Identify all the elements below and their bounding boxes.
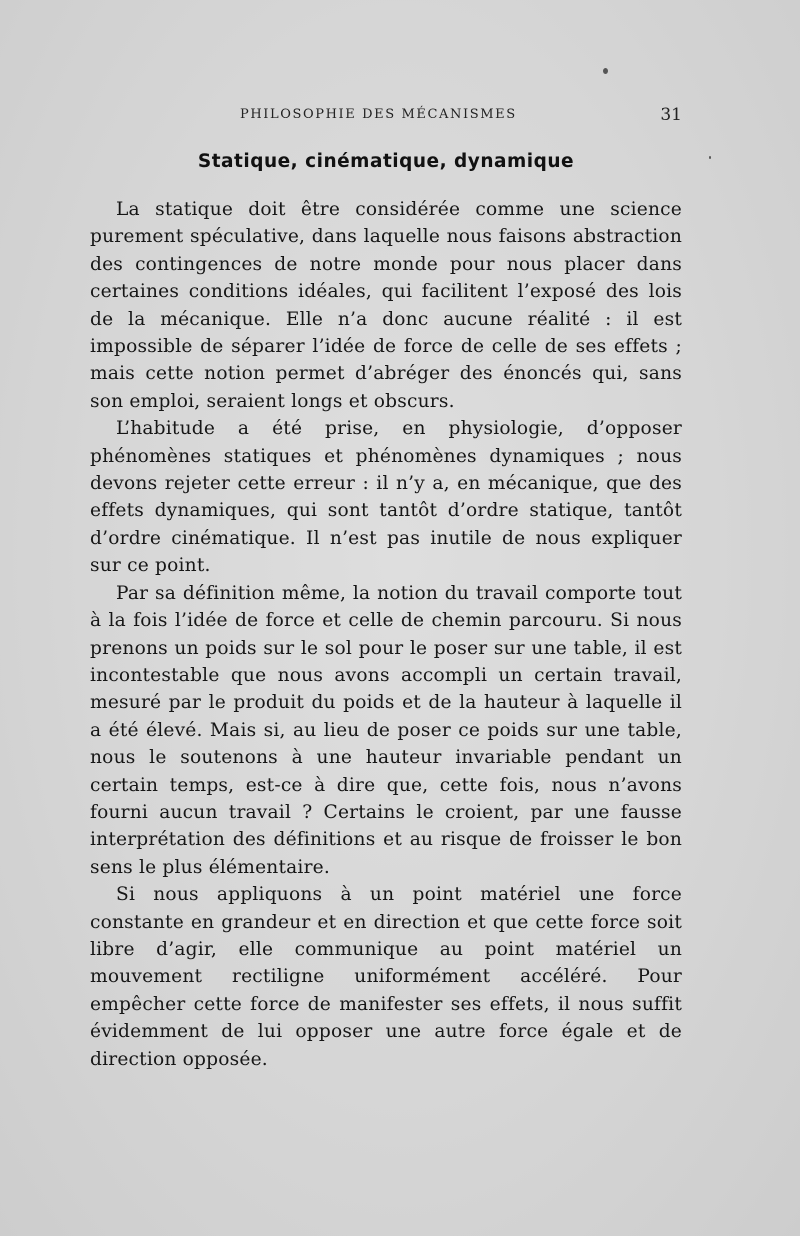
paragraph: Par sa définition même, la notion du travail comporte tout à la fois l’idée de force et celle de chemin parcouru. Si nous prenons un poids sur le sol pour le poser sur une table, il est incontestable que nous avons accompli un certain travail, mesuré par le produit du poids et de la hauteur à laquelle il a été élevé. Mais si, au lieu de poser ce poids sur une table, nous le soutenons à une hauteur invariable pendant un certain temps, est-ce à dire que, cette fois, nous n’avons fourni aucun travail ? Certains le croient, par une fausse interprétation des définitions et au risque de froisser le bon sens le plus élémentaire.: [90, 582, 682, 878]
paragraph: L’habitude a été prise, en physiologie, d’opposer phénomènes statiques et phénomènes dynamiques ; nous devons rejeter cette erreur : il n’y a, en mécanique, que des effets dynamiques, qui sont tantôt d’ordre statique, tantôt d’ordre cinématique. Il n’est pas inutile de nous expliquer sur ce point.: [90, 418, 682, 577]
body-text: [90, 196, 682, 1073]
paragraph: La statique doit être considérée comme une science purement spéculative, dans laquelle nous faisons abstraction des contingences de notre monde pour nous placer dans certaines conditions idéales, qui facilitent l’exposé des lois de la mécanique. Elle n’a donc aucune réalité : il est impossible de séparer l’idée de force de celle de ses effets ; mais cette notion permet d’abréger des énoncés qui, sans son emploi, seraient longs et obscurs.: [90, 199, 682, 412]
paragraph: Si nous appliquons à un point matériel une force constante en grandeur et en direction et que cette force soit libre d’agir, elle communique au point matériel un mouvement rectiligne uniformément accéléré. Pour empêcher cette force de manifester ses effets, il nous suffit évidemment de lui opposer une autre force égale et de direction opposée.: [90, 884, 682, 1070]
ink-speck: [709, 156, 711, 159]
page-header: [90, 107, 682, 127]
section-title: Statique, cinématique, dynamique: [197, 151, 575, 172]
running-title: PHILOSOPHIE DES MÉCANISMES: [240, 107, 517, 122]
ink-speck: [603, 68, 608, 74]
page-number: 31: [660, 105, 682, 125]
